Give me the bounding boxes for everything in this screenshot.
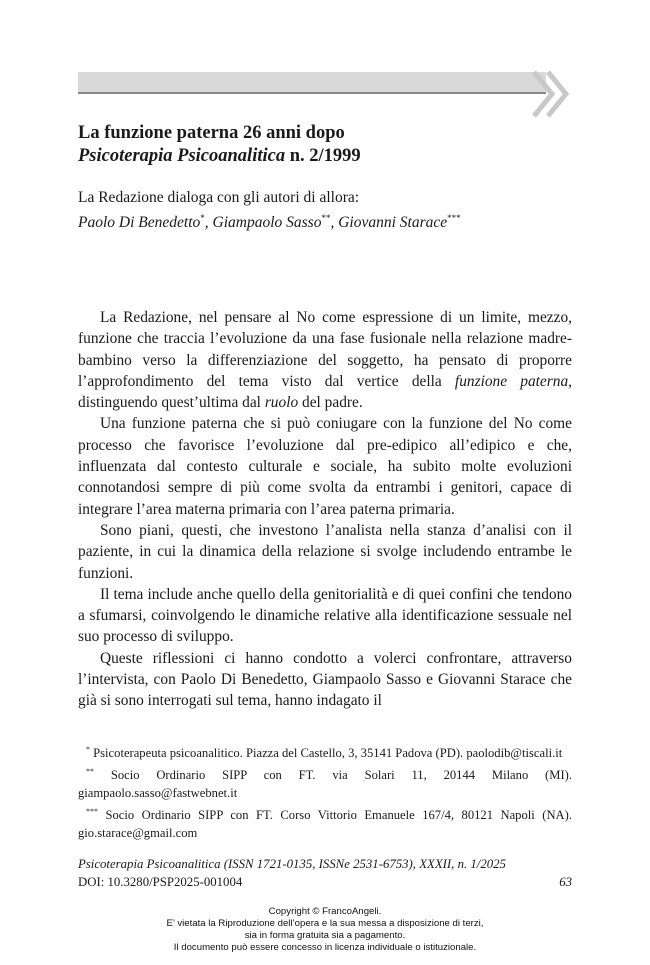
author-name: Giampaolo Sasso [212,214,322,231]
emphasis: funzione paterna [454,372,569,390]
authors-intro: La Redazione dialoga con gli autori di allora: [78,189,360,206]
author-separator: , [330,214,339,231]
paragraph: Queste riflessioni ci hanno condotto a volerci confrontare, attraverso l’intervista, con Paolo Di Benedetto, Giampaolo Sasso e Giovanni Starace che già si sono interrogati sul tema, hanno indagato il [78,649,572,710]
author-separator: , [204,214,213,231]
footnote [78,803,572,843]
footnote-mark: *** [86,806,98,816]
paragraph [78,307,572,413]
paragraph-text: La Redazione, nel pensare al No come espressione di un limite, mezzo, funzione che traccia l’evoluzione da una fase fusionale nella relazione madre-bambino verso la differenziazione del soggetto, ha pensato di proporre l’approfondimento del tema visto dal vertice della [78,309,572,390]
footnote-mark: * [86,745,90,754]
title-line-1: La funzione paterna 26 anni dopo [78,123,345,143]
copyright-line: sia in forma gratuita sia a pagamento. [244,930,406,942]
footnote [78,741,572,763]
copyright-notice [78,906,572,954]
author-name: Giovanni Starace [338,214,448,231]
footnote-text: Psicoterapeuta psicoanalitico. Piazza del Castello, 3, 35141 Padova (PD). paolodib@tiscali.it [90,746,563,760]
article-title [78,122,361,168]
footnotes [78,741,572,843]
footnote-mark: ** [86,766,94,776]
paragraph: Il tema include anche quello della genitorialità e di quei confini che tendono a sfumarsi, coinvolgendo le dinamiche relative alla identificazione sessuale nel suo processo di sviluppo. [78,585,572,646]
copyright-line: Copyright © FrancoAngeli. [268,906,382,917]
title-journal: Psicoterapia Psicoanalitica [78,146,286,166]
copyright-line: E’ vietata la Riproduzione dell’opera e la sua messa a disposizione di terzi, [166,918,484,930]
paragraph: Una funzione paterna che si può coniugare con la funzione del No come processo che favorisce l’evoluzione dal pre-edipico all’edipico e che, influenzata dal contesto culturale e sociale, ha subito molte evoluzioni connotandosi sempre di più come svolta da entrambi i genitori, capace di integrare l’area materna primaria con l’area paterna primaria. [78,415,572,518]
footnote-mark: ** [321,213,331,223]
title-line-2 [78,145,361,168]
footnote-mark: * [200,213,205,223]
chevron-right-icon [528,68,576,120]
header-band [78,72,546,92]
footnote-mark: *** [447,213,461,223]
emphasis: ruolo [264,394,299,412]
paragraph-text: , distinguendo quest’ultima dal [78,372,572,412]
paragraph-text: del padre. [298,394,363,412]
header-rule [78,92,546,94]
article-body [78,307,572,712]
doi: DOI: 10.3280/PSP2025-001004 [78,875,243,889]
author-names [78,208,461,233]
title-issue: n. 2/1999 [285,146,361,166]
footnote-text: Socio Ordinario SIPP con FT. Corso Vittorio Emanuele 167/4, 80121 Napoli (NA). gio.starace@gmail.com [78,807,572,840]
authors-block [78,188,461,233]
author-name: Paolo Di Benedetto [78,214,201,231]
footnote-text: Socio Ordinario SIPP con FT. via Solari 11, 20144 Milano (MI). giampaolo.sasso@fastwebnet.it [78,767,572,800]
copyright-line: Il documento può essere concesso in licenza individuale o istituzionale. [173,942,477,954]
paragraph: Sono piani, questi, che investono l’analista nella stanza d’analisi con il paziente, in cui la dinamica della relazione si svolge includendo entrambe le funzioni. [78,521,572,582]
page-number: 63 [559,875,572,889]
journal-footer [78,855,572,891]
journal-citation: Psicoterapia Psicoanalitica (ISSN 1721-0135, ISSNe 2531-6753), XXXII, n. 1/2025 [78,857,506,871]
footnote [78,763,572,803]
